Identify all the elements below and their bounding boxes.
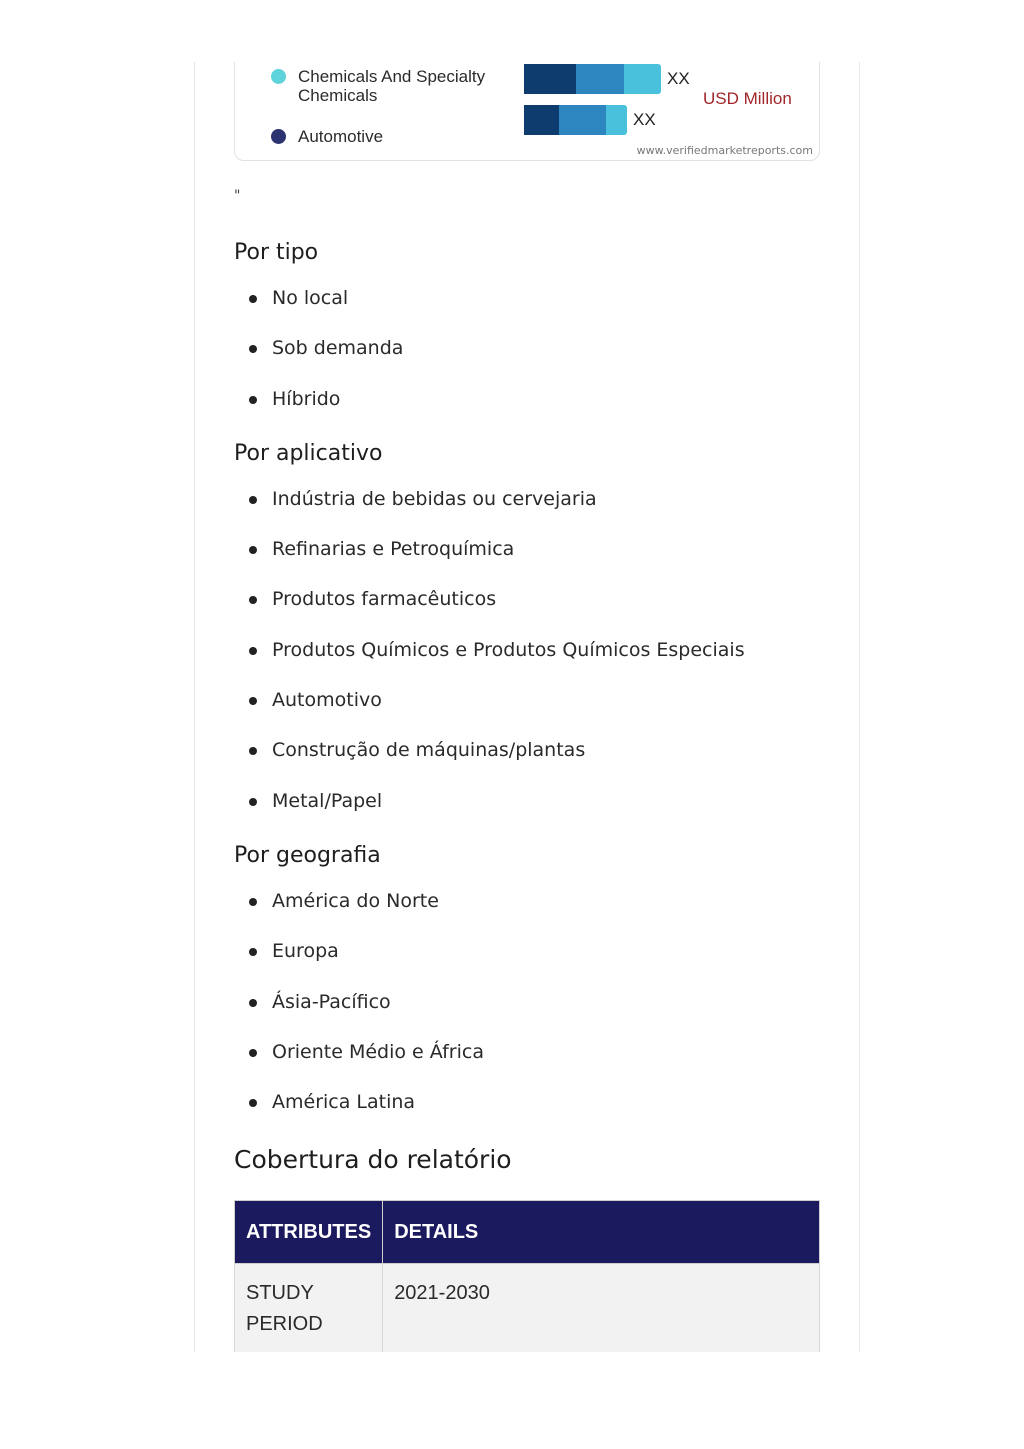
bullet-icon <box>249 596 257 604</box>
bar-segment <box>559 105 606 135</box>
table-cell-attribute: STUDY PERIOD <box>235 1264 383 1352</box>
list-item-label: Produtos farmacêuticos <box>272 588 497 611</box>
legend-item <box>271 127 383 146</box>
bar-segment <box>524 64 576 94</box>
list-item <box>234 887 824 937</box>
bullet-icon <box>249 396 257 404</box>
unit-label: USD Million <box>703 89 792 108</box>
list-item-label: Híbrido <box>272 387 341 410</box>
list-item-label: América do Norte <box>272 889 439 912</box>
list-item <box>234 284 824 334</box>
bullet-icon <box>249 295 257 303</box>
bullet-icon <box>249 496 257 504</box>
column-header-details: DETAILS <box>383 1201 820 1264</box>
bullet-icon <box>249 546 257 554</box>
bar-segment <box>606 105 627 135</box>
table-cell-detail: 2021-2030 <box>383 1264 820 1352</box>
bullet-icon <box>249 1099 257 1107</box>
list-item-label: Oriente Médio e África <box>272 1040 484 1063</box>
section-heading-application: Por aplicativo <box>234 440 383 466</box>
bullet-icon <box>249 948 257 956</box>
report-coverage-table <box>234 1200 820 1352</box>
list-item <box>234 686 824 736</box>
bar-row <box>524 105 656 135</box>
list-item <box>234 334 824 384</box>
list-item-label: Refinarias e Petroquímica <box>272 538 515 561</box>
bullet-icon <box>249 697 257 705</box>
page-column <box>194 62 860 1352</box>
list-item-label: No local <box>272 287 349 309</box>
list-item-label: Europa <box>272 940 339 963</box>
application-list <box>234 485 824 837</box>
list-item <box>234 736 824 786</box>
list-item <box>234 787 824 837</box>
bar-label: XX <box>633 110 656 129</box>
list-item-label: Metal/Papel <box>272 789 383 812</box>
bullet-icon <box>249 747 257 755</box>
list-item <box>234 988 824 1038</box>
list-item-label: Sob demanda <box>272 337 404 360</box>
bullet-icon <box>249 798 257 806</box>
report-coverage-heading: Cobertura do relatório <box>234 1145 512 1175</box>
list-item <box>234 636 824 686</box>
list-item <box>234 1038 824 1088</box>
list-item-label: Construção de máquinas/plantas <box>272 739 586 762</box>
legend-label: Automotive <box>298 127 384 146</box>
list-item <box>234 535 824 585</box>
bullet-icon <box>249 1049 257 1057</box>
list-item <box>234 385 824 435</box>
bar-segment <box>524 105 559 135</box>
section-heading-type: Por tipo <box>234 240 319 265</box>
list-item-label: Automotivo <box>272 689 382 712</box>
list-item <box>234 1088 824 1138</box>
bar-segment <box>576 64 624 94</box>
list-item-label: Ásia-Pacífico <box>272 990 391 1013</box>
article-content <box>234 234 824 1352</box>
legend-item <box>271 67 508 105</box>
list-item <box>234 585 824 635</box>
chart-image-fragment <box>234 62 820 161</box>
list-item-label: Produtos Químicos e Produtos Químicos Especiais <box>272 638 745 661</box>
list-item-label: América Latina <box>272 1091 416 1114</box>
legend-label: Chemicals And Specialty Chemicals <box>298 67 486 105</box>
list-item <box>234 937 824 987</box>
legend-swatch <box>271 69 286 84</box>
column-header-attributes: ATTRIBUTES <box>235 1201 383 1264</box>
section-heading-geography: Por geografia <box>234 842 381 868</box>
bar-row <box>524 64 690 94</box>
list-item-label: Indústria de bebidas ou cervejaria <box>272 487 597 510</box>
geography-list <box>234 887 824 1138</box>
bar-label: XX <box>667 69 690 88</box>
table-header-row <box>235 1201 820 1264</box>
table-row <box>235 1264 820 1352</box>
type-list <box>234 284 824 435</box>
stray-quote: " <box>234 188 241 204</box>
bar-segment <box>624 64 661 94</box>
bullet-icon <box>249 898 257 906</box>
list-item <box>234 485 824 535</box>
source-watermark: www.verifiedmarketreports.com <box>636 144 813 157</box>
legend-swatch <box>271 129 286 144</box>
bullet-icon <box>249 345 257 353</box>
bullet-icon <box>249 999 257 1007</box>
bullet-icon <box>249 647 257 655</box>
